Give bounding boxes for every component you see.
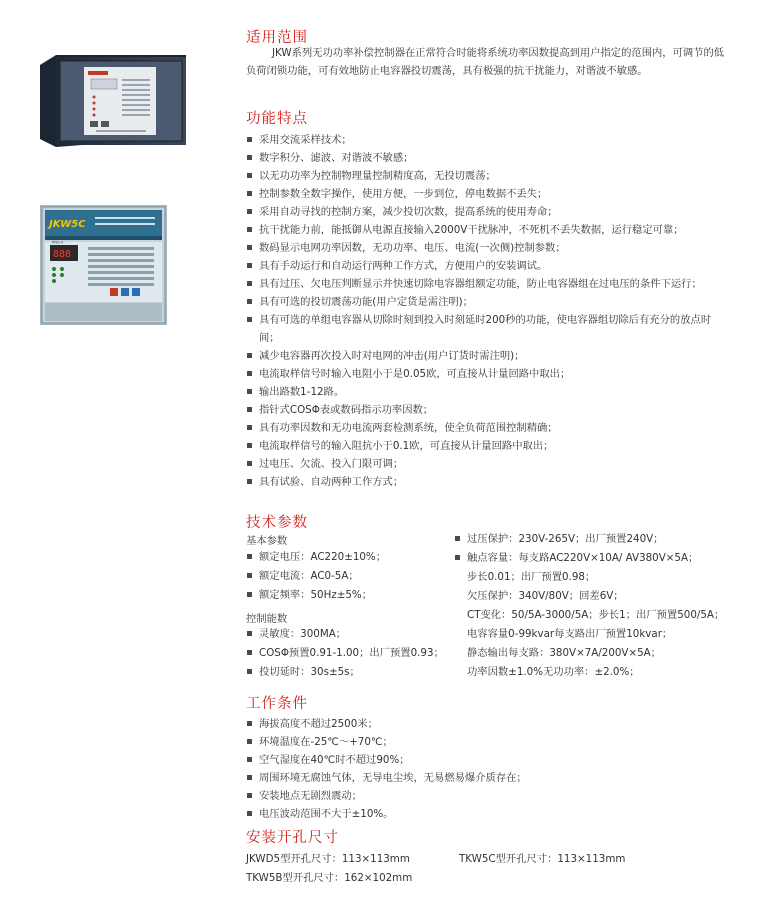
controller-jkwd5-image [36,55,196,147]
section-title-scope: 适用范围 [246,30,308,46]
list-item: 额定电流：AC0-5A； [246,567,386,586]
device-button-red [110,288,118,296]
list-item: 具有试验、自动两种工作方式； [246,473,724,491]
section-title-features: 功能特点 [246,111,308,127]
list-item: 采用自动寻找的控制方案，减少投切次数，提高系统的使用寿命； [246,203,724,221]
device-model-label: RNU-3 [52,240,64,245]
control-params-list [246,625,444,682]
list-item: 电压波动范围不大于±10%。 [246,805,724,823]
list-item: 周围环境无腐蚀气体，无导电尘埃，无易燃易爆介质存在； [246,769,724,787]
device-button-blue-2 [132,288,140,296]
list-item: 安装地点无剧烈震动； [246,787,724,805]
list-item: 以无功功率为控制物理量控制精度高，无投切震荡； [246,167,724,185]
list-item: 具有功率因数和无功电流两套检测系统，使全负荷范围控制精确； [246,419,724,437]
work-conditions-list [246,715,724,823]
list-item: 欠压保护：340V/80V；回差6V； [467,590,624,602]
list-item: 具有可选的单组电容器从切除时刻到投入时刻延时200秒的功能，使电容器组切除后有充分的放点时间； [246,311,724,347]
device-brand: JKW5C [49,219,86,230]
list-item: 数字积分、滤波、对谐波不敏感； [246,149,724,167]
list-item: 过电压、欠流、投入门限可调； [246,455,724,473]
list-item: 具有手动运行和自动运行两种工作方式，方便用户的安装调试。 [246,257,724,275]
features-list [246,131,724,491]
basic-params-title: 基本参数 [246,535,288,547]
install-size-tkw5c: TKW5C型开孔尺寸：113×113mm [459,853,626,865]
list-item: 减少电容器再次投入时对电网的冲击(用户订货时需注明)； [246,347,724,365]
list-item: COSΦ预置0.91-1.00；出厂预置0.93； [246,644,444,663]
section-title-work: 工作条件 [246,696,308,712]
list-item: 电容容量0-99kvar每支路出厂预置10kvar； [467,628,673,640]
right-params-list [454,530,724,682]
list-item: 额定频率：50Hz±5%； [246,586,386,605]
list-item: 数码显示电网功率因数，无功功率、电压、电流(一次侧)控制参数； [246,239,724,257]
list-item: 电流取样信号的输入阻抗小于0.1欧，可直接从计量回路中取出； [246,437,724,455]
list-item: 功率因数±1.0%无功功率：±2.0%； [467,666,640,678]
list-item: 过压保护：230V-265V；出厂预置240V； [454,530,724,549]
section-title-install: 安装开孔尺寸 [246,830,339,846]
list-item: 环境温度在-25℃～+70℃； [246,733,724,751]
list-item: 采用交流采样技术； [246,131,724,149]
install-size-tkw5b: TKW5B型开孔尺寸：162×102mm [246,872,413,884]
list-item: 海拔高度不超过2500米； [246,715,724,733]
scope-paragraph: JKW系列无功功率补偿控制器在正常符合时能将系统功率因数提高到用户指定的范围内，可调节的低负荷闭锁功能，可有效地防止电容器投切震荡，具有极强的抗干扰能力，对谐波不敏感。 [246,47,725,77]
list-item: 具有可选的投切震荡功能(用户定货是需注明)； [246,293,724,311]
list-item: CT变化：50/5A-3000/5A；步长1；出厂预置500/5A； [467,609,725,621]
control-params-title: 控制能数 [246,613,288,625]
list-item: 灵敏度：300MA； [246,625,444,644]
list-item: 具有过压、欠电压判断显示并快速切除电容器组额定功能，防止电容器组在过电压的条件下运行； [246,275,724,293]
device-button-blue-1 [121,288,129,296]
controller-jkw5c-image [40,205,167,325]
list-item: 控制参数全数字操作，使用方便，一步到位，停电数据不丢失； [246,185,724,203]
list-item: 步长0.01；出厂预置0.98； [467,571,596,583]
install-size-jkwd5: JKWD5型开孔尺寸：113×113mm [246,853,410,865]
list-item: 额定电压：AC220±10%； [246,548,386,567]
list-item: 空气湿度在40℃时不超过90%； [246,751,724,769]
device-display: 888 [53,249,72,260]
list-item: 电流取样信号时输入电阻小于是0.05欧，可直接从计量回路中取出； [246,365,724,383]
list-item: 抗干扰能力前，能抵御从电源直接输入2000V干扰脉冲，不死机不丢失数据，运行稳定可靠； [246,221,724,239]
list-item: 投切延时：30s±5s； [246,663,444,682]
list-item: 触点容量：每支路AC220V×10A/ AV380V×5A； [454,549,724,568]
basic-params-list [246,548,386,605]
list-item: 输出路数1-12路。 [246,383,724,401]
list-item: 指针式COSΦ表或数码指示功率因数； [246,401,724,419]
section-title-tech: 技术参数 [246,515,308,531]
list-item: 静态输出每支路：380V×7A/200V×5A； [467,647,661,659]
